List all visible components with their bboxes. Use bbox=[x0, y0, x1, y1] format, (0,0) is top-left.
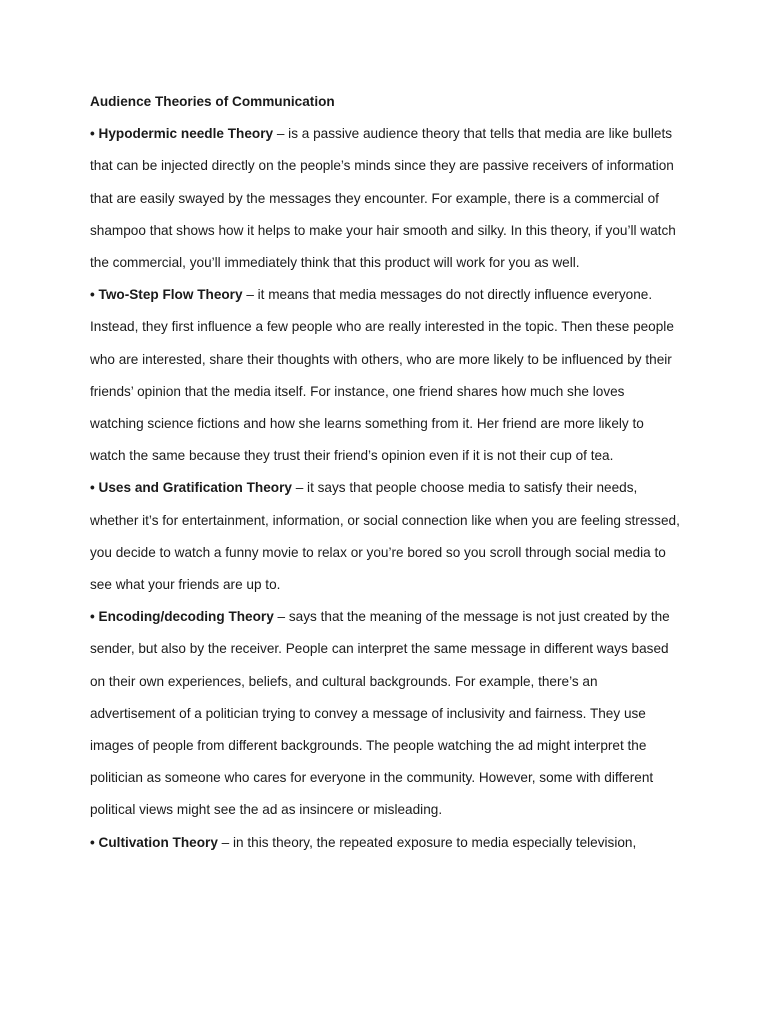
bullet-glyph: • bbox=[90, 287, 95, 303]
bullet-glyph: • bbox=[90, 609, 95, 625]
bullet-glyph: • bbox=[90, 480, 95, 496]
theory-description: – it means that media messages do not directly influence everyone. Instead, they first influence a few people who are really interested in the topic. Then these people who are interested, share their thoughts with others, who are more likely to be influenced by their friends’ opinion that the media itself. For instance, one friend shares how much she loves watching science fictions and how she learns something from it. Her friend are more likely to watch the same because they trust their friend’s opinion even if it is not their cup of tea. bbox=[90, 287, 674, 464]
theory-paragraph-encoding-decoding bbox=[90, 601, 680, 826]
theory-term: Uses and Gratification Theory bbox=[98, 480, 292, 496]
document-body bbox=[90, 86, 680, 859]
theory-description: – it says that people choose media to satisfy their needs, whether it’s for entertainment, information, or social connection like when you are feeling stressed, you decide to watch a funny movie to relax or you’re bored so you scroll through social media to see what your friends are up to. bbox=[90, 480, 680, 593]
theory-description: – is a passive audience theory that tells that media are like bullets that can be injected directly on the people’s minds since they are passive receivers of information that are easily swayed by the messages they encounter. For example, there is a commercial of shampoo that shows how it helps to make your hair smooth and silky. In this theory, if you’ll watch the commercial, you’ll immediately think that this product will work for you as well. bbox=[90, 126, 676, 271]
theory-term: Cultivation Theory bbox=[98, 834, 218, 850]
theory-description: – in this theory, the repeated exposure to media especially television, bbox=[217, 834, 637, 850]
theory-term: Two-Step Flow Theory bbox=[98, 287, 243, 303]
theory-description: – says that the meaning of the message is not just created by the sender, but also by the receiver. People can interpret the same message in different ways based on their own experiences, beliefs, and cultural backgrounds. For example, there’s an advertisement of a politician trying to convey a message of inclusivity and fairness. They use images of people from different backgrounds. The people watching the ad might interpret the politician as someone who cares for everyone in the community. However, some with different political views might see the ad as insincere or misleading. bbox=[90, 609, 670, 818]
bullet-glyph: • bbox=[90, 834, 95, 850]
theory-paragraph-cultivation bbox=[90, 827, 680, 859]
theory-paragraph-two-step-flow bbox=[90, 279, 680, 472]
theory-term: Encoding/decoding Theory bbox=[98, 609, 274, 625]
theory-term: Hypodermic needle Theory bbox=[98, 126, 274, 142]
document-title: Audience Theories of Communication bbox=[90, 94, 335, 109]
bullet-glyph: • bbox=[90, 126, 95, 142]
theory-paragraph-hypodermic bbox=[90, 118, 680, 279]
theory-paragraph-uses-gratification bbox=[90, 472, 680, 601]
